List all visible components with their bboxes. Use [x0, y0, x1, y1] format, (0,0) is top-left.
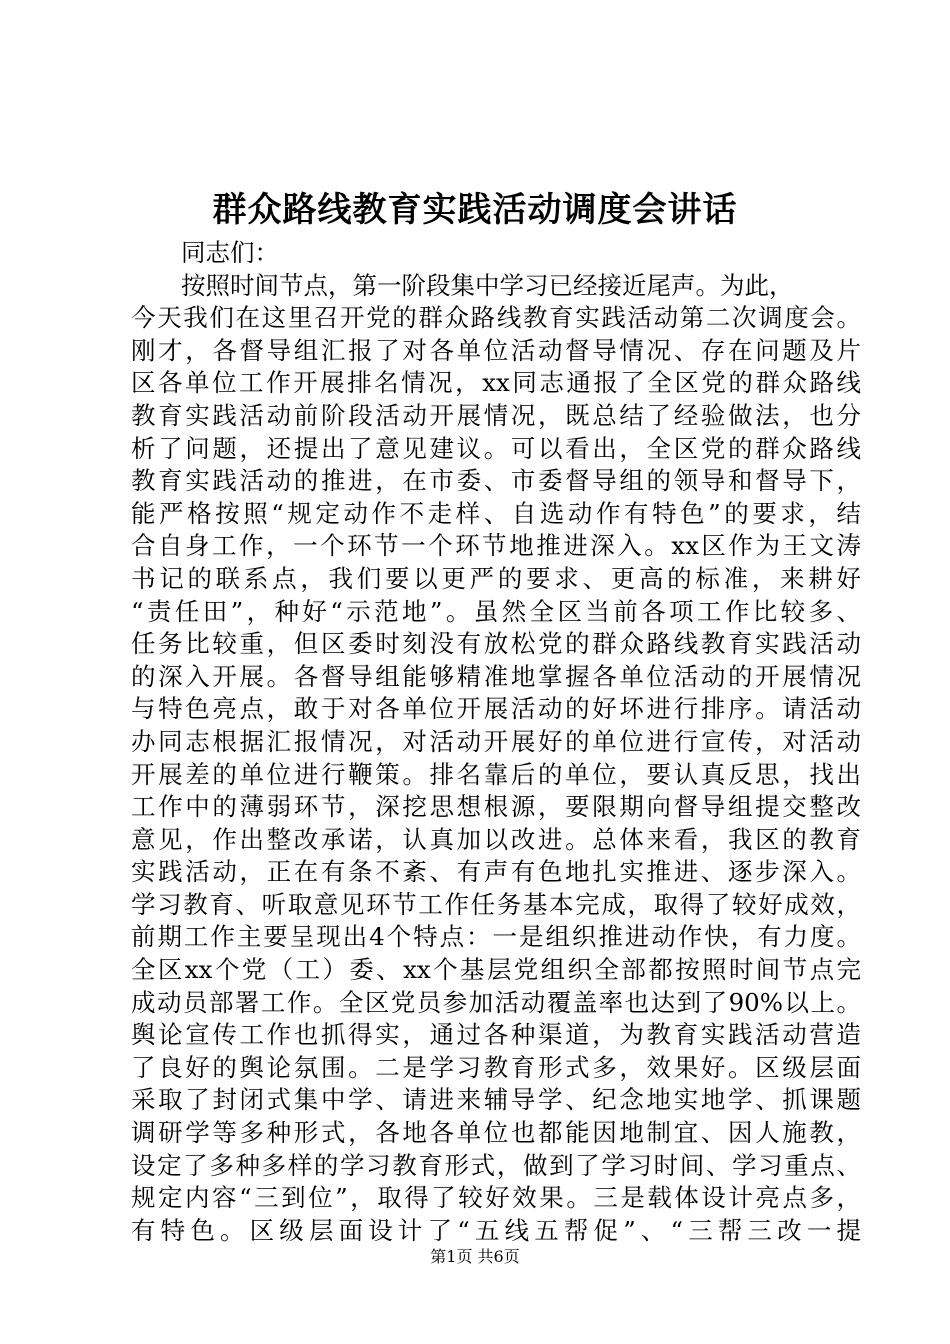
body-line: 舆论宣传工作也抓得实，通过各种渠道，为教育实践活动营造: [131, 1020, 861, 1050]
body-line: 析了问题，还提出了意见建议。可以看出，全区党的群众路线: [131, 433, 861, 463]
body-line: 合自身工作，一个环节一个环节地推进深入。xx区作为王文涛: [131, 531, 861, 561]
body-line: 按照时间节点，第一阶段集中学习已经接近尾声。为此，: [181, 270, 794, 300]
body-line: 区各单位工作开展排名情况，xx同志通报了全区党的群众路线: [131, 368, 861, 398]
body-line: 教育实践活动的推进，在市委、市委督导组的领导和督导下，: [131, 466, 861, 496]
document-body: [131, 237, 861, 1247]
body-line: 前期工作主要呈现出4个特点：一是组织推进动作快，有力度。: [131, 922, 861, 952]
body-line: 全区xx个党（工）委、xx个基层党组织全部都按照时间节点完: [131, 955, 861, 985]
body-line: 设定了多种多样的学习教育形式，做到了学习时间、学习重点、: [131, 1150, 861, 1180]
body-line: 办同志根据汇报情况，对活动开展好的单位进行宣传，对活动: [131, 726, 861, 756]
body-line: 开展差的单位进行鞭策。排名靠后的单位，要认真反思，找出: [131, 759, 861, 789]
body-line: 了良好的舆论氛围。二是学习教育形式多，效果好。区级层面: [131, 1052, 861, 1082]
body-line: 刚才，各督导组汇报了对各单位活动督导情况、存在问题及片: [131, 335, 861, 365]
page-footer: 第1页 共6页: [430, 1247, 520, 1266]
body-line: 规定内容“三到位”，取得了较好效果。三是载体设计亮点多，: [131, 1183, 861, 1213]
salutation-line: 同志们：: [181, 238, 279, 267]
body-line: 任务比较重，但区委时刻没有放松党的群众路线教育实践活动: [131, 629, 861, 659]
body-line: “责任田”，种好“示范地”。虽然全区当前各项工作比较多、: [131, 596, 861, 626]
body-line: 有特色。区级层面设计了“五线五帮促”、“三帮三改一提: [131, 1215, 861, 1245]
body-line: 书记的联系点，我们要以更严的要求、更高的标准，来耕好: [131, 563, 861, 593]
body-line: 调研学等多种形式，各地各单位也都能因地制宜、因人施教，: [131, 1118, 861, 1148]
body-line: 教育实践活动前阶段活动开展情况，既总结了经验做法，也分: [131, 400, 861, 430]
body-line: 工作中的薄弱环节，深挖思想根源，要限期向督导组提交整改: [131, 792, 861, 822]
body-line: 采取了封闭式集中学、请进来辅导学、纪念地实地学、抓课题: [131, 1085, 861, 1115]
body-line: 能严格按照“规定动作不走样、自选动作有特色”的要求，结: [131, 498, 861, 528]
body-line: 的深入开展。各督导组能够精准地掌握各单位活动的开展情况: [131, 661, 861, 691]
body-line: 学习教育、听取意见环节工作任务基本完成，取得了较好成效，: [131, 889, 861, 919]
body-line: 今天我们在这里召开党的群众路线教育实践活动第二次调度会。: [131, 303, 861, 333]
body-line: 意见，作出整改承诺，认真加以改进。总体来看，我区的教育: [131, 824, 861, 854]
body-line: 实践活动，正在有条不紊、有声有色地扎实推进、逐步深入。: [131, 857, 861, 887]
body-line: 成动员部署工作。全区党员参加活动覆盖率也达到了90%以上。: [131, 987, 861, 1017]
body-line: 与特色亮点，敢于对各单位开展活动的好坏进行排序。请活动: [131, 694, 861, 724]
document-title: 群众路线教育实践活动调度会讲话: [212, 190, 738, 230]
